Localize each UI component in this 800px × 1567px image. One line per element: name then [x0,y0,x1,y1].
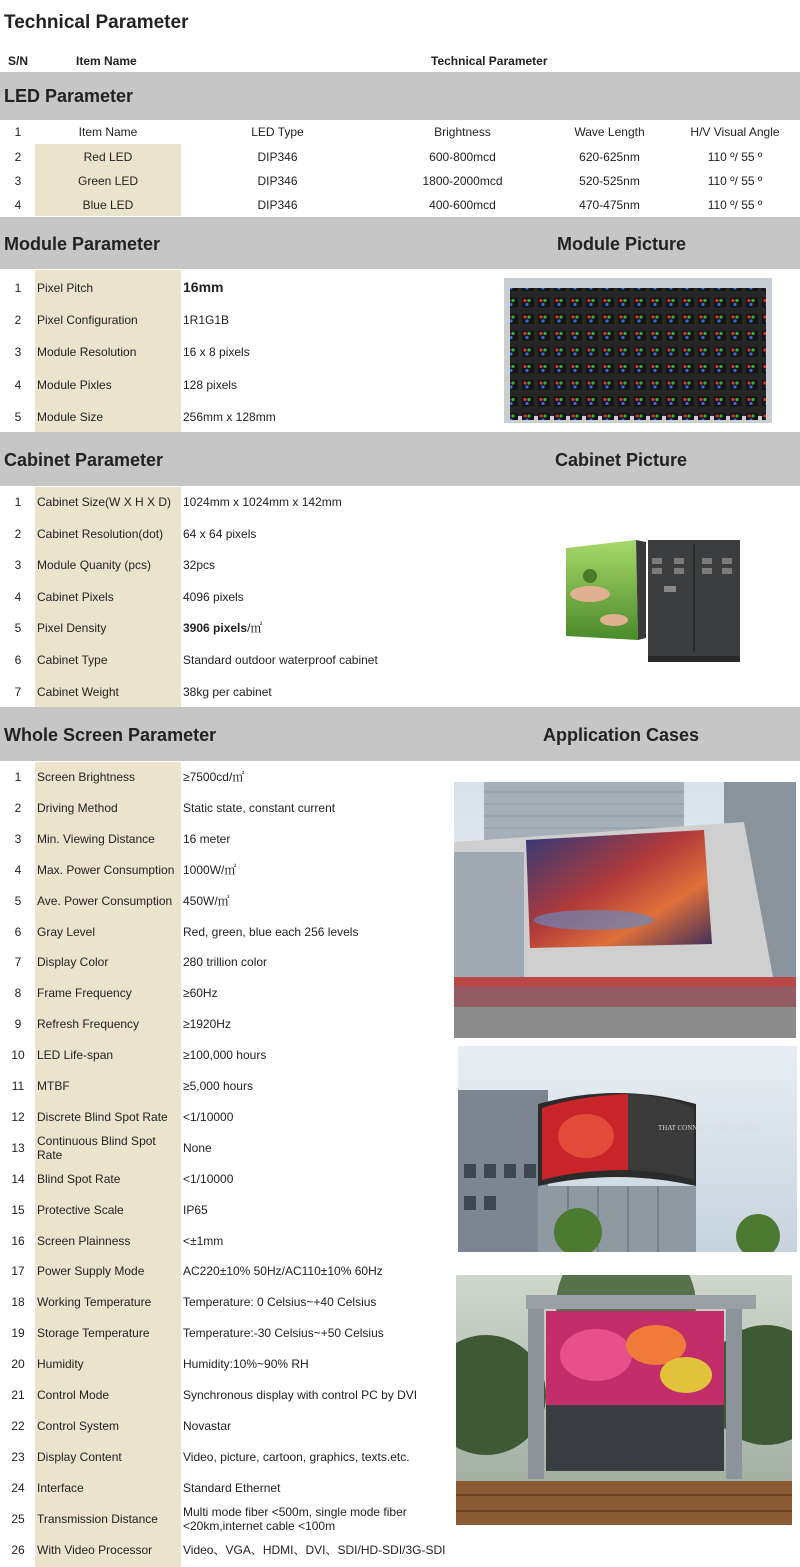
param-value-text: Temperature: 0 Celsius~+40 Celsius [183,1295,377,1310]
param-value [183,1543,446,1557]
param-value-text: Humidity:10%~90% RH [183,1357,309,1372]
led-row-number: 2 [14,150,22,164]
param-name: Control System [37,1418,120,1433]
param-value [183,1234,223,1248]
header-item-name: Item Name [76,54,137,68]
param-value [183,1295,376,1309]
row-number: 13 [11,1140,25,1155]
curved-screen-image [458,1046,797,1252]
row-number: 4 [14,377,22,392]
header-sn: S/N [8,54,29,68]
param-name: Pixel Configuration [37,313,138,328]
cabinet-parameter-band [0,432,800,486]
param-name: Screen Plainness [37,1233,131,1248]
led-row-number: 1 [14,125,22,139]
param-value-text: ≥1920Hz [183,1017,231,1032]
led-blue-angle: 110 º/ 55 º [707,198,763,212]
param-value-text: 32pcs [183,558,216,573]
row-number: 21 [11,1388,25,1402]
param-value [183,1079,253,1093]
whole-screen-parameter-band [0,707,800,761]
led-green-type: DIP346 [257,174,298,188]
param-name: Blind Spot Rate [37,1171,121,1186]
param-name: Working Temperature [37,1295,152,1310]
param-value-text: <1/10000 [183,1171,234,1186]
led-red-name: Red LED [83,150,133,164]
param-value [183,770,244,784]
row-number: 4 [14,862,22,877]
row-number: 10 [11,1048,25,1063]
led-green-brightness: 1800-2000mcd [422,174,503,188]
led-parameter-band [0,72,800,120]
led-module-image [504,278,772,423]
row-number: 1 [14,281,22,295]
param-value [183,801,335,815]
row-number: 1 [14,495,22,509]
row-number: 18 [11,1295,25,1310]
row-number: 25 [11,1511,25,1526]
param-name: Cabinet Weight [37,684,119,699]
param-name: Transmission Distance [37,1511,158,1526]
param-value-text: Standard Ethernet [183,1480,281,1495]
param-name: Ave. Power Consumption [37,893,173,908]
row-number: 11 [11,1079,25,1093]
row-number: 3 [14,558,22,573]
billboard-text: THAT CONNECT THEIR WORLD [658,1124,760,1132]
param-value [183,1172,233,1186]
row-number: 9 [14,1017,22,1032]
param-value [183,1357,309,1371]
param-value-text: 38kg per cabinet [183,684,272,699]
param-value [183,590,244,604]
param-name: Display Color [37,955,109,970]
param-value-text: 256mm x 128mm [183,409,276,424]
row-number: 5 [14,893,22,908]
led-blue-brightness: 400-600mcd [429,198,496,212]
param-value [183,1203,208,1217]
row-number: 22 [11,1418,25,1433]
param-value [183,925,358,939]
param-value-text: Temperature:-30 Celsius~+50 Celsius [183,1326,384,1341]
param-name: Humidity [37,1357,84,1372]
param-value-text: <1/10000 [183,1109,234,1124]
param-value [183,1141,212,1155]
param-name: Cabinet Size(W X H X D) [37,495,172,509]
led-blue-wave: 470-475nm [579,198,640,212]
param-value-text: 16 x 8 pixels [183,345,250,360]
param-value [183,1419,231,1433]
row-number: 23 [11,1449,25,1464]
led-parameter-title: LED Parameter [4,86,134,106]
param-name: Module Size [37,409,104,424]
param-name: Pixel Density [37,621,107,636]
param-name: Discrete Blind Spot Rate [37,1109,168,1124]
led-green-wave: 520-525nm [579,174,640,188]
row-number: 5 [14,621,22,636]
param-value-text: AC220±10% 50Hz/AC110±10% 60Hz [183,1264,383,1279]
row-number: 24 [11,1480,25,1495]
param-name: Interface [37,1480,84,1495]
whole-key-column-bg [35,762,181,1567]
param-value-text: 1000W/㎡ [183,862,237,877]
led-row-number: 3 [14,174,22,188]
building-screen-image [454,782,796,1038]
whole-screen-parameter-title: Whole Screen Parameter [4,725,217,745]
row-number: 4 [14,589,22,604]
application-case-picture-1 [454,782,796,1038]
led-col-item-name: Item Name [78,125,138,139]
param-name: Screen Brightness [37,770,136,784]
led-col-wave-length: Wave Length [574,125,645,139]
row-number: 6 [14,924,22,939]
row-number: 20 [11,1357,25,1372]
param-value [183,1481,280,1495]
param-value [183,1048,266,1062]
led-red-wave: 620-625nm [579,150,640,164]
param-value [183,378,237,392]
module-parameter-band [0,217,800,269]
led-green-angle: 110 º/ 55 º [707,174,763,188]
cabinet-picture-title: Cabinet Picture [555,450,688,470]
param-value [183,410,276,424]
module-picture-title: Module Picture [557,234,687,254]
param-value-text: ≥60Hz [183,986,218,1001]
param-value [183,1110,233,1124]
param-value [183,558,215,572]
header-technical-parameter: Technical Parameter [431,54,548,68]
param-name: Refresh Frequency [37,1017,140,1032]
row-number: 1 [14,770,22,784]
param-value-text: <±1mm [183,1233,224,1248]
param-value-text: 280 trillion color [183,955,268,970]
led-col-brightness: Brightness [434,125,491,139]
param-value [183,621,262,635]
led-row-number: 4 [14,198,22,212]
led-blue-name: Blue LED [82,198,134,212]
param-value-text: Novastar [183,1418,232,1433]
param-value [183,1017,231,1031]
param-name: Module Quanity (pcs) [37,558,152,573]
param-value [183,653,378,667]
module-parameter-title: Module Parameter [4,234,161,254]
param-value-text: ≥100,000 hours [183,1048,267,1063]
led-col-led-type: LED Type [251,125,304,139]
param-name: With Video Processor [37,1542,153,1557]
param-value [183,313,229,327]
cabinet-picture [562,536,774,666]
application-case-picture-2 [458,1046,797,1252]
param-name: LED Life-span [37,1048,114,1063]
row-number: 8 [14,986,22,1001]
row-number: 17 [11,1264,25,1279]
param-value-text: 3906 pixels [183,621,248,636]
param-value [183,280,223,294]
row-number: 7 [14,684,22,699]
param-value-text: Video、VGA、HDMI、DVI、SDI/HD-SDI/3G-SDI [183,1542,446,1557]
param-value-text: 1R1G1B [183,313,230,328]
param-value [183,863,236,877]
param-value [183,955,267,969]
param-value-text: 1024mm x 1024mm x 142mm [183,495,342,509]
param-value-text: 64 x 64 pixels [183,526,257,541]
param-value-unit: /㎡ [247,621,263,636]
row-number: 3 [14,831,22,846]
param-value-text: Static state, constant current [183,800,336,815]
page-title: Technical Parameter [4,12,189,33]
param-name: Min. Viewing Distance [37,831,155,846]
param-name: Frame Frequency [37,986,132,1001]
row-number: 12 [11,1109,25,1124]
led-col-visual-angle: H/V Visual Angle [690,125,780,139]
param-value-text: 16mm [183,279,224,295]
param-value [183,495,342,509]
param-value-text: Synchronous display with control PC by DVI [183,1388,418,1402]
param-value-text: Red, green, blue each 256 levels [183,924,359,939]
param-value [183,345,250,359]
application-cases-title: Application Cases [543,725,700,745]
param-value-text: Video, picture, cartoon, graphics, texts.etc. [183,1449,410,1464]
application-case-picture-3 [456,1275,792,1525]
param-value [183,986,218,1000]
row-number: 5 [14,409,22,424]
row-number: 6 [14,653,22,667]
param-name: Pixel Pitch [37,281,94,295]
param-value [183,894,230,908]
cabinet-image [562,536,774,666]
param-value [183,1505,423,1533]
param-name: Module Pixles [37,377,112,392]
param-name: Module Resolution [37,345,137,360]
param-name: Continuous Blind Spot Rate [37,1133,156,1162]
param-value [183,1264,383,1278]
param-name: Cabinet Resolution(dot) [37,526,164,541]
row-number: 15 [11,1202,25,1217]
param-value-text: IP65 [183,1202,208,1217]
param-name: Display Content [37,1449,122,1464]
module-picture [504,278,772,423]
param-name: Cabinet Pixels [37,589,114,604]
param-name: Storage Temperature [37,1326,150,1341]
param-value-text: 128 pixels [183,377,238,392]
led-blue-type: DIP346 [257,198,298,212]
row-number: 2 [14,313,22,328]
outdoor-frame-screen-image [456,1275,792,1525]
row-number: 7 [14,955,22,970]
row-number: 14 [11,1171,25,1186]
param-value [183,1326,384,1340]
row-number: 3 [14,345,22,360]
param-name: Control Mode [37,1388,110,1402]
param-value-text: Multi mode fiber <500m, single mode fiber <20km,internet cable <100m [183,1504,407,1533]
param-value-text: 4096 pixels [183,589,244,604]
param-value-text: Standard outdoor waterproof cabinet [183,653,378,667]
param-value-text: None [183,1140,212,1155]
row-number: 2 [14,800,22,815]
led-red-type: DIP346 [257,150,298,164]
led-green-name: Green LED [77,174,139,188]
param-name: Max. Power Consumption [37,862,175,877]
row-number: 16 [11,1233,25,1248]
row-number: 19 [11,1326,25,1341]
param-name: Protective Scale [37,1202,124,1217]
param-name: Driving Method [37,800,118,815]
param-value-text: ≥7500cd/㎡ [183,770,245,784]
param-value [183,527,256,541]
led-red-angle: 110 º/ 55 º [707,150,763,164]
led-red-brightness: 600-800mcd [429,150,496,164]
cabinet-parameter-title: Cabinet Parameter [4,450,164,470]
param-name: Gray Level [37,924,96,939]
param-value [183,1450,410,1464]
param-value-text: ≥5,000 hours [183,1079,253,1093]
param-name: Cabinet Type [37,653,108,667]
param-value-text: 450W/㎡ [183,893,230,908]
param-value-text: 16 meter [183,831,231,846]
param-value [183,832,230,846]
param-name: Power Supply Mode [37,1264,145,1279]
param-value [183,685,272,699]
row-number: 26 [11,1542,25,1557]
row-number: 2 [14,526,22,541]
param-value [183,1388,417,1402]
param-name: MTBF [37,1079,70,1093]
